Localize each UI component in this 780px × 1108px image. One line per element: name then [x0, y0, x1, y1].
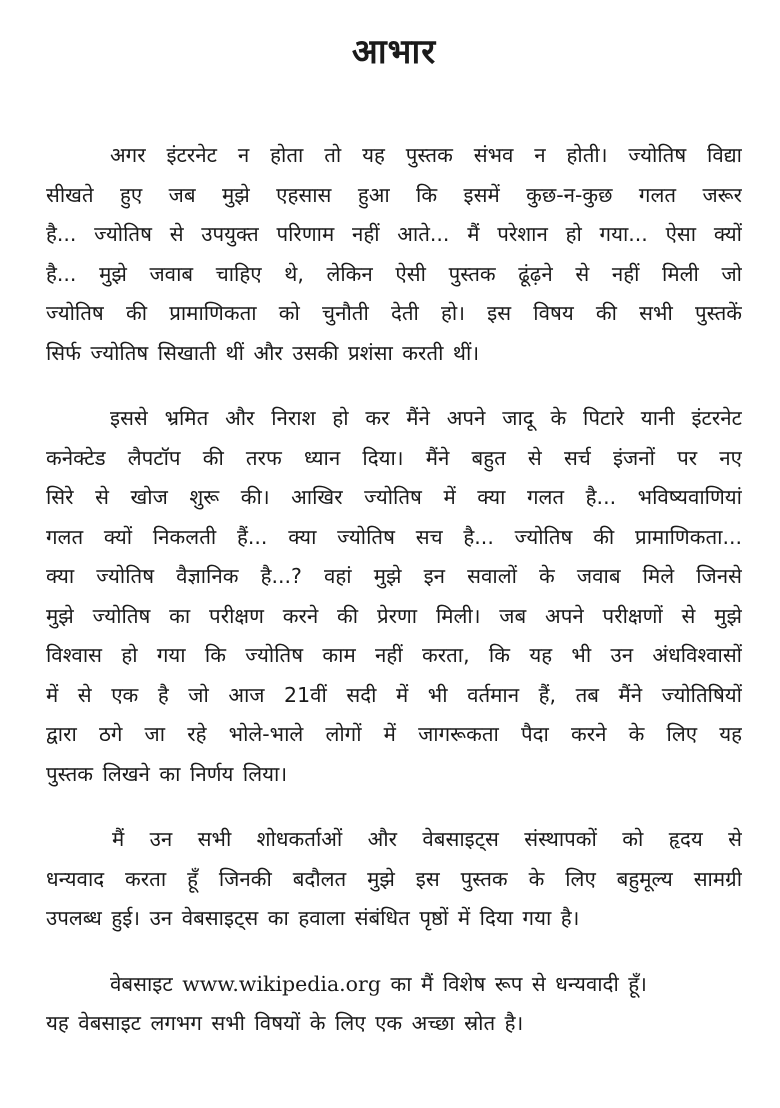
thanks-text: का मैं विशेष रूप से धन्यवादी हूँ।: [390, 971, 647, 996]
paragraph-line: है... ज्योतिष से उपयुक्त परिणाम नहीं आते... मैं परेशान हो गया... ऐसा क्यों: [46, 222, 742, 246]
paragraph-line: मुझे ज्योतिष का परीक्षण करने की प्रेरणा मिली। जब अपने परीक्षणों से मुझे: [46, 603, 742, 628]
paragraph-line: अगर इंटरनेट न होता तो यह पुस्तक संभव न होती। ज्योतिष विद्या: [110, 143, 742, 167]
paragraph-line: सीखते हुए जब मुझे एहसास हुआ कि इसमें कुछ-न-कुछ गलत जरूर: [46, 182, 742, 207]
paragraph-line: उपलब्ध हुई। उन वेबसाइट्स का हवाला संबंधित पृष्ठों में दिया गया है।: [46, 906, 580, 930]
website-word: वेबसाइट: [110, 971, 173, 996]
paragraph-line: गलत क्यों निकलती हैं... क्या ज्योतिष सच है... ज्योतिष की प्रामाणिकता...: [46, 524, 742, 549]
paragraph-1: [46, 136, 742, 373]
paragraph-line: कनेक्टेड लैपटॉप की तरफ ध्यान दिया। मैंने बहुत से सर्च इंजनों पर नए: [46, 445, 742, 470]
paragraph-line: पुस्तक लिखने का निर्णय लिया।: [46, 761, 288, 786]
paragraph-line: सिर्फ ज्योतिष सिखाती थीं और उसकी प्रशंसा करती थीं।: [46, 340, 480, 365]
page-title: आभार: [351, 32, 437, 72]
paragraph-3: [46, 820, 742, 939]
paragraph-line: विश्वास हो गया कि ज्योतिष काम नहीं करता, कि यह भी उन अंधविश्वासों: [46, 643, 742, 667]
website-url: www.wikipedia.org: [182, 971, 381, 996]
paragraph-line: सिरे से खोज शुरू की। आखिर ज्योतिष में क्या गलत है... भविष्यवाणियां: [46, 485, 742, 509]
paragraph-line: क्या ज्योतिष वैज्ञानिक है...? वहां मुझे इन सवालों के जवाब मिले जिनसे: [46, 564, 742, 588]
paragraph-line: इससे भ्रमित और निराश हो कर मैंने अपने जादू के पिटारे यानी इंटरनेट: [110, 406, 742, 430]
paragraph-4: [46, 965, 742, 1044]
paragraph-line: [46, 965, 742, 1005]
paragraph-2: [46, 399, 742, 794]
paragraph-line: यह वेबसाइट लगभग सभी विषयों के लिए एक अच्छा स्रोत है।: [46, 1011, 524, 1035]
paragraph-line: मैं उन सभी शोधकर्ताओं और वेबसाइट्स संस्थापकों को हृदय से: [112, 827, 742, 851]
paragraph-line: में से एक है जो आज 21वीं सदी में भी वर्तमान हैं, तब मैंने ज्योतिषियों: [46, 682, 742, 707]
paragraph-line: ज्योतिष की प्रामाणिकता को चुनौती देती हो। इस विषय की सभी पुस्तकें: [46, 301, 742, 325]
paragraph-line: धन्यवाद करता हूँ जिनकी बदौलत मुझे इस पुस्तक के लिए बहुमूल्य सामग्री: [46, 866, 742, 891]
paragraph-line: है... मुझे जवाब चाहिए थे, लेकिन ऐसी पुस्तक ढूंढ़ने से नहीं मिली जो: [46, 261, 742, 286]
paragraph-line: द्वारा ठगे जा रहे भोले-भाले लोगों में जागरूकता पैदा करने के लिए यह: [46, 722, 742, 746]
